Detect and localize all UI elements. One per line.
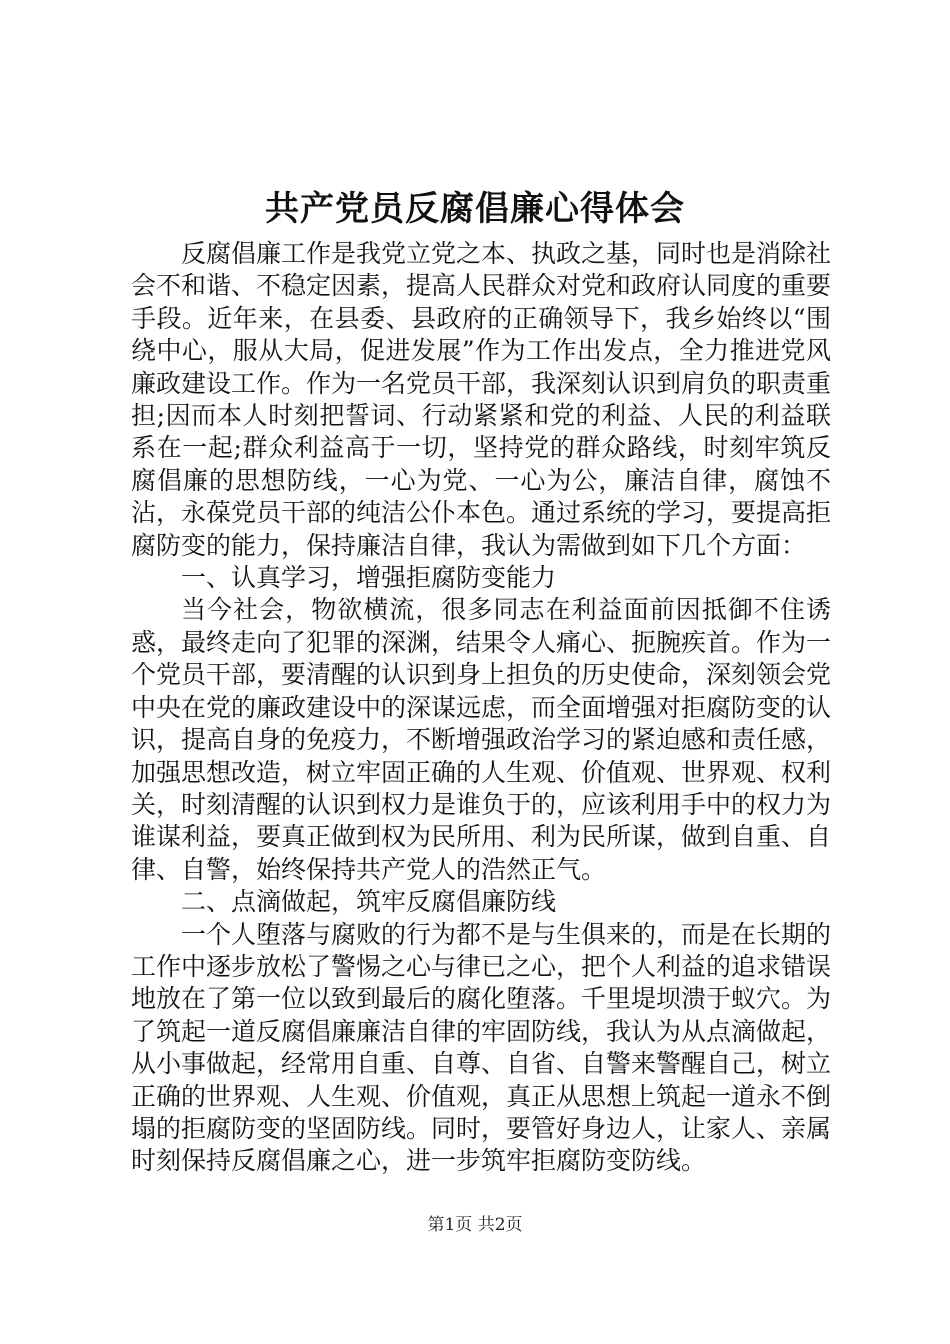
intro-paragraph: 反腐倡廉工作是我党立党之本、执政之基，同时也是消除社会不和谐、不稳定因素，提高人民群众对党和政府认同度的重要手段。近年来，在县委、县政府的正确领导下，我乡始终以“围绕中心，服从大局，促进发展”作为工作出发点，全力推进党风廉政建设工作。作为一名党员干部，我深刻认识到肩负的职责重担;因而本人时刻把誓词、行动紧紧和党的利益、人民的利益联系在一起;群众利益高于一切，坚持党的群众路线，时刻牢筑反腐倡廉的思想防线，一心为党、一心为公，廉洁自律，腐蚀不沾，永葆党员干部的纯洁公仆本色。通过系统的学习，要提高拒腐防变的能力，保持廉洁自律，我认为需做到如下几个方面：: [131, 239, 832, 560]
section-heading-2: 二、点滴做起，筑牢反腐倡廉防线: [181, 887, 557, 917]
page-footer: 第1页 共2页: [427, 1215, 523, 1235]
document-body: [131, 238, 831, 1178]
document-title: 共产党员反腐倡廉心得体会: [265, 189, 685, 229]
section-paragraph-2: 一个人堕落与腐败的行为都不是与生俱来的，而是在长期的工作中逐步放松了警惕之心与律已之心，把个人利益的追求错误地放在了第一位以致到最后的腐化堕落。千里堤坝溃于蚁穴。为了筑起一道反腐倡廉廉洁自律的牢固防线，我认为从点滴做起，从小事做起，经常用自重、自尊、自省、自警来警醒自己，树立正确的世界观、人生观、价值观，真正从思想上筑起一道永不倒塌的拒腐防变的坚固防线。同时，要管好身边人，让家人、亲属时刻保持反腐倡廉之心，进一步筑牢拒腐防变防线。: [131, 919, 832, 1176]
section-heading-1: 一、认真学习，增强拒腐防变能力: [181, 563, 557, 593]
section-paragraph-1: 当今社会，物欲横流，很多同志在利益面前因抵御不住诱惑，最终走向了犯罪的深渊，结果令人痛心、扼腕疾首。作为一个党员干部，要清醒的认识到身上担负的历史使命，深刻领会党中央在党的廉政建设中的深谋远虑，而全面增强对拒腐防变的认识，提高自身的免疫力，不断增强政治学习的紧迫感和责任感，加强思想改造，树立牢固正确的人生观、价值观、世界观、权利关，时刻清醒的认识到权力是谁负于的，应该利用手中的权力为谁谋利益，要真正做到权为民所用、利为民所谋，做到自重、自律、自警，始终保持共产党人的浩然正气。: [131, 595, 832, 884]
